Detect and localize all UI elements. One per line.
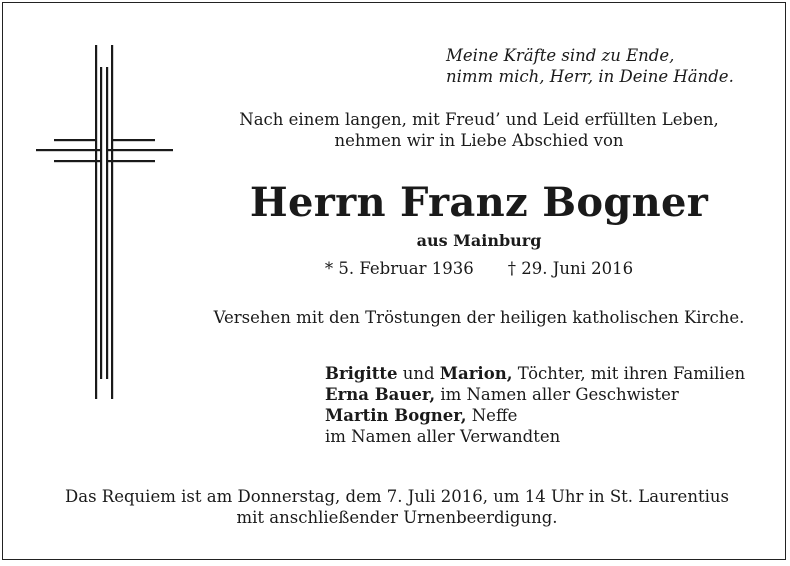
poem-line-1: Meine Kräfte sind zu Ende, — [446, 46, 675, 65]
poem — [446, 45, 734, 87]
birth-date: * 5. Februar 1936 — [324, 259, 474, 278]
mourners-list — [325, 363, 745, 447]
deceased-origin: aus Mainburg — [416, 231, 542, 250]
obituary-card — [2, 2, 786, 560]
death-date: † 29. Juni 2016 — [507, 259, 634, 278]
mourner-line: Brigitte und Marion, Töchter, mit ihren Familien — [325, 364, 746, 383]
life-dates — [203, 259, 755, 278]
mourner-name: Erna Bauer, — [325, 385, 436, 404]
intro-line-2: nehmen wir in Liebe Abschied von — [334, 131, 624, 150]
requiem-line-1: Das Requiem ist am Donnerstag, dem 7. Juli 2016, um 14 Uhr in St. Laurentius — [65, 487, 729, 506]
requiem-line-2: mit anschließender Urnenbeerdigung. — [236, 508, 558, 527]
intro-text — [203, 109, 755, 151]
deceased-name: Herrn Franz Bogner — [249, 179, 709, 226]
mourner-name: Brigitte — [325, 364, 398, 383]
mourner-line: im Namen aller Verwandten — [325, 427, 561, 446]
intro-line-1: Nach einem langen, mit Freud’ und Leid erfüllten Leben, — [239, 110, 719, 129]
mourner-name: Marion, — [439, 364, 513, 383]
poem-line-2: nimm mich, Herr, in Deine Hände. — [446, 67, 734, 86]
requiem-info — [3, 486, 790, 528]
cross-icon — [3, 3, 203, 423]
mourner-line: Martin Bogner, Neffe — [325, 406, 518, 425]
sacraments-text: Versehen mit den Tröstungen der heiligen katholischen Kirche. — [213, 308, 745, 327]
mourner-line: Erna Bauer, im Namen aller Geschwister — [325, 385, 679, 404]
mourner-name: Martin Bogner, — [325, 406, 467, 425]
